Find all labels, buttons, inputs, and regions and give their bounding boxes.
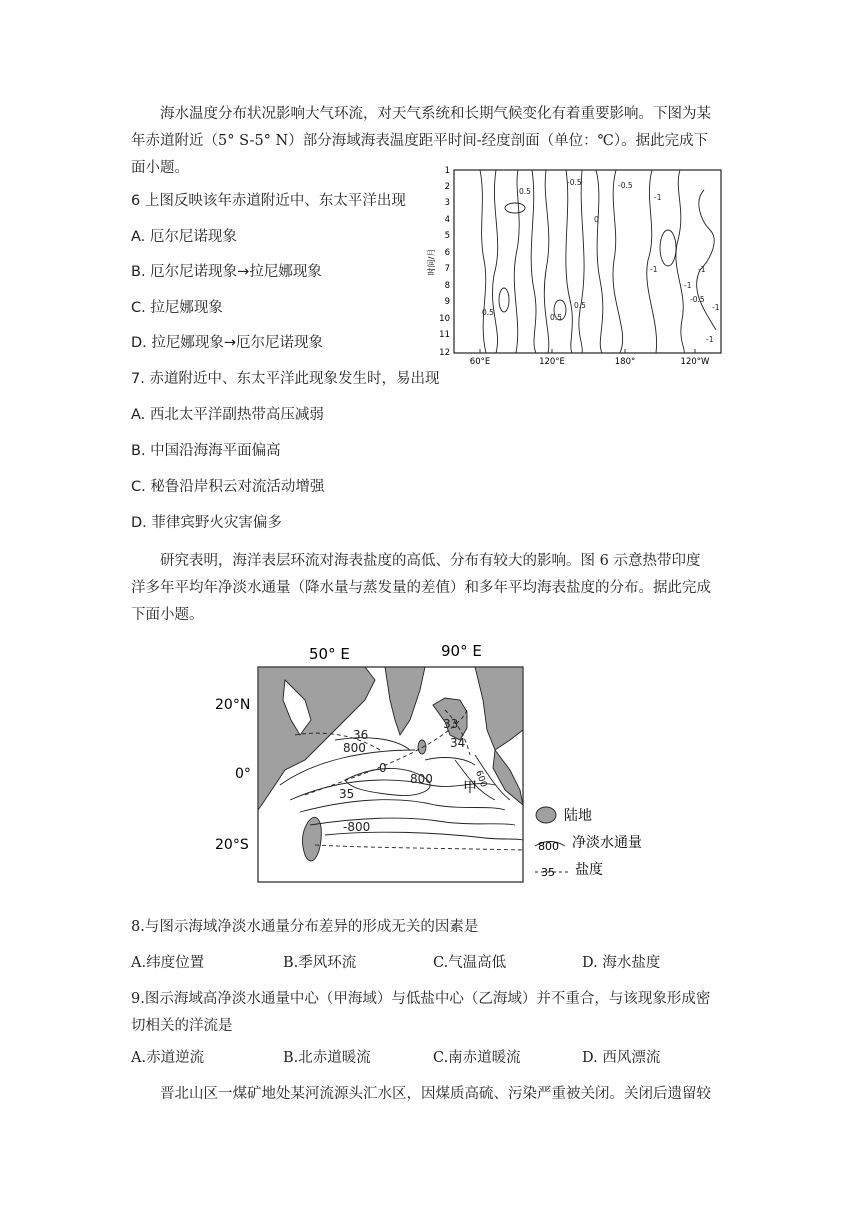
x-tick: 180° [614,357,636,367]
q6-option-c: C. 拉尼娜现象 [131,300,223,316]
q8-option-b: B.季风环流 [283,955,357,971]
contour-label: -0.5 [618,181,633,190]
contour-label: -1 [712,303,720,312]
q8-stem: 8.与图示海域净淡水通量分布差异的形成无关的因素是 [131,919,479,935]
lat-label-20n: 20°N [215,697,251,713]
contour-label: -1 [706,335,714,344]
x-tick: 60°E [469,357,491,367]
lon-label-50e: 50° E [309,645,350,663]
contour-label: -0.5 [690,295,705,304]
contour-label: 0.5 [574,301,586,310]
legend-salinity-value: 35 [541,866,555,879]
y-tick: 8 [444,281,450,291]
x-tick: 120°E [539,357,565,367]
contour-label: 0.5 [482,308,494,317]
legend-land-swatch [536,807,556,823]
q8-option-d: D. 海水盐度 [582,955,661,971]
q9-option-b: B.北赤道暖流 [283,1050,371,1066]
q6-option-a: A. 厄尔尼诺现象 [131,229,237,245]
y-tick: 4 [444,215,450,225]
map-legend [535,807,642,879]
sst-anomaly-chart [420,160,730,370]
lat-label-20s: 20°S [215,837,249,853]
x-tick: 120°W [680,357,710,367]
legend-salinity-label: 盐度 [575,862,603,878]
contour-label: 36 [353,728,369,742]
passage3-line1: 晋北山区一煤矿地处某河流源头汇水区，因煤质高硫、污染严重被关闭。关闭后遗留较 [160,1086,711,1102]
q7-option-c: C. 秘鲁沿岸积云对流活动增强 [131,479,325,495]
lat-label-0: 0° [235,766,251,782]
q9-line1: 9.图示海域高净淡水通量中心（甲海域）与低盐中心（乙海域）并不重合，与该现象形成密 [131,991,711,1007]
q6-option-b: B. 厄尔尼诺现象→拉尼娜现象 [131,264,322,280]
region-label-jia: 甲 [463,780,477,796]
passage1-line3: 面小题。 [131,160,189,176]
q9-option-c: C.南赤道暖流 [433,1050,521,1066]
lon-label-90e: 90° E [441,642,482,660]
y-tick: 6 [444,248,450,258]
y-tick: 12 [439,348,450,358]
passage2-line3: 下面小题。 [131,607,204,623]
indian-ocean-map [205,640,655,890]
passage2-line2: 洋多年平均年净淡水通量（降水量与蒸发量的差值）和多年平均海表盐度的分布。据此完成 [131,580,711,596]
q9-option-a: A.赤道逆流 [131,1050,205,1066]
contour-label: -1 [698,265,706,274]
y-axis-label: 时间/月 [427,248,436,276]
legend-flux-value: 800 [538,840,559,853]
contour-label: 33 [443,717,459,731]
passage1-line1: 海水温度分布状况影响大气环流，对天气系统和长期气候变化有着重要影响。下图为某 [160,106,711,122]
contour-label: 800 [410,772,433,786]
q9-option-d: D. 西风漂流 [582,1050,661,1066]
y-tick: 9 [444,297,450,307]
q7-stem: 7. 赤道附近中、东太平洋此现象发生时，易出现 [131,371,440,387]
contour-label: 0 [594,215,599,224]
contour-label: 34 [450,736,466,750]
y-tick: 1 [444,166,450,176]
contour-label: 600 [473,769,489,789]
contour-label: 35 [339,787,355,801]
contour-label: -800 [343,820,371,834]
y-tick: 3 [444,198,450,208]
y-tick: 10 [439,314,450,324]
contour-label: 0.5 [519,187,531,196]
contour-label: -1 [684,281,692,290]
contour-label: 800 [343,741,366,755]
q8-option-c: C.气温高低 [433,955,507,971]
q8-option-a: A.纬度位置 [131,955,205,971]
passage2-line1: 研究表明，海洋表层环流对海表盐度的高低、分布有较大的影响。图 6 示意热带印度 [160,553,701,569]
contour-label: -1 [654,193,662,202]
contour-label: -0.5 [567,178,582,187]
q6-option-d: D. 拉尼娜现象→厄尔尼诺现象 [131,335,324,351]
y-tick: 5 [444,231,450,241]
contour-label: -1 [650,265,658,274]
y-tick: 2 [444,182,450,192]
contour-label: 0.5 [550,313,562,322]
q7-option-d: D. 菲律宾野火灾害偏多 [131,515,282,531]
y-tick: 11 [439,330,450,340]
q7-option-b: B. 中国沿海海平面偏高 [131,443,281,459]
contour-label: 0 [379,761,387,775]
legend-flux-label: 净淡水通量 [572,835,642,851]
passage1-line2: 年赤道附近（5° S-5° N）部分海域海表温度距平时间-经度剖面（单位：℃）。据此完成下 [131,133,709,149]
q9-line2: 切相关的洋流是 [131,1018,233,1034]
q7-option-a: A. 西北太平洋副热带高压减弱 [131,407,324,423]
legend-land-label: 陆地 [564,808,592,824]
y-tick: 7 [444,264,450,274]
q6-stem: 6 上图反映该年赤道附近中、东太平洋出现 [131,193,406,209]
